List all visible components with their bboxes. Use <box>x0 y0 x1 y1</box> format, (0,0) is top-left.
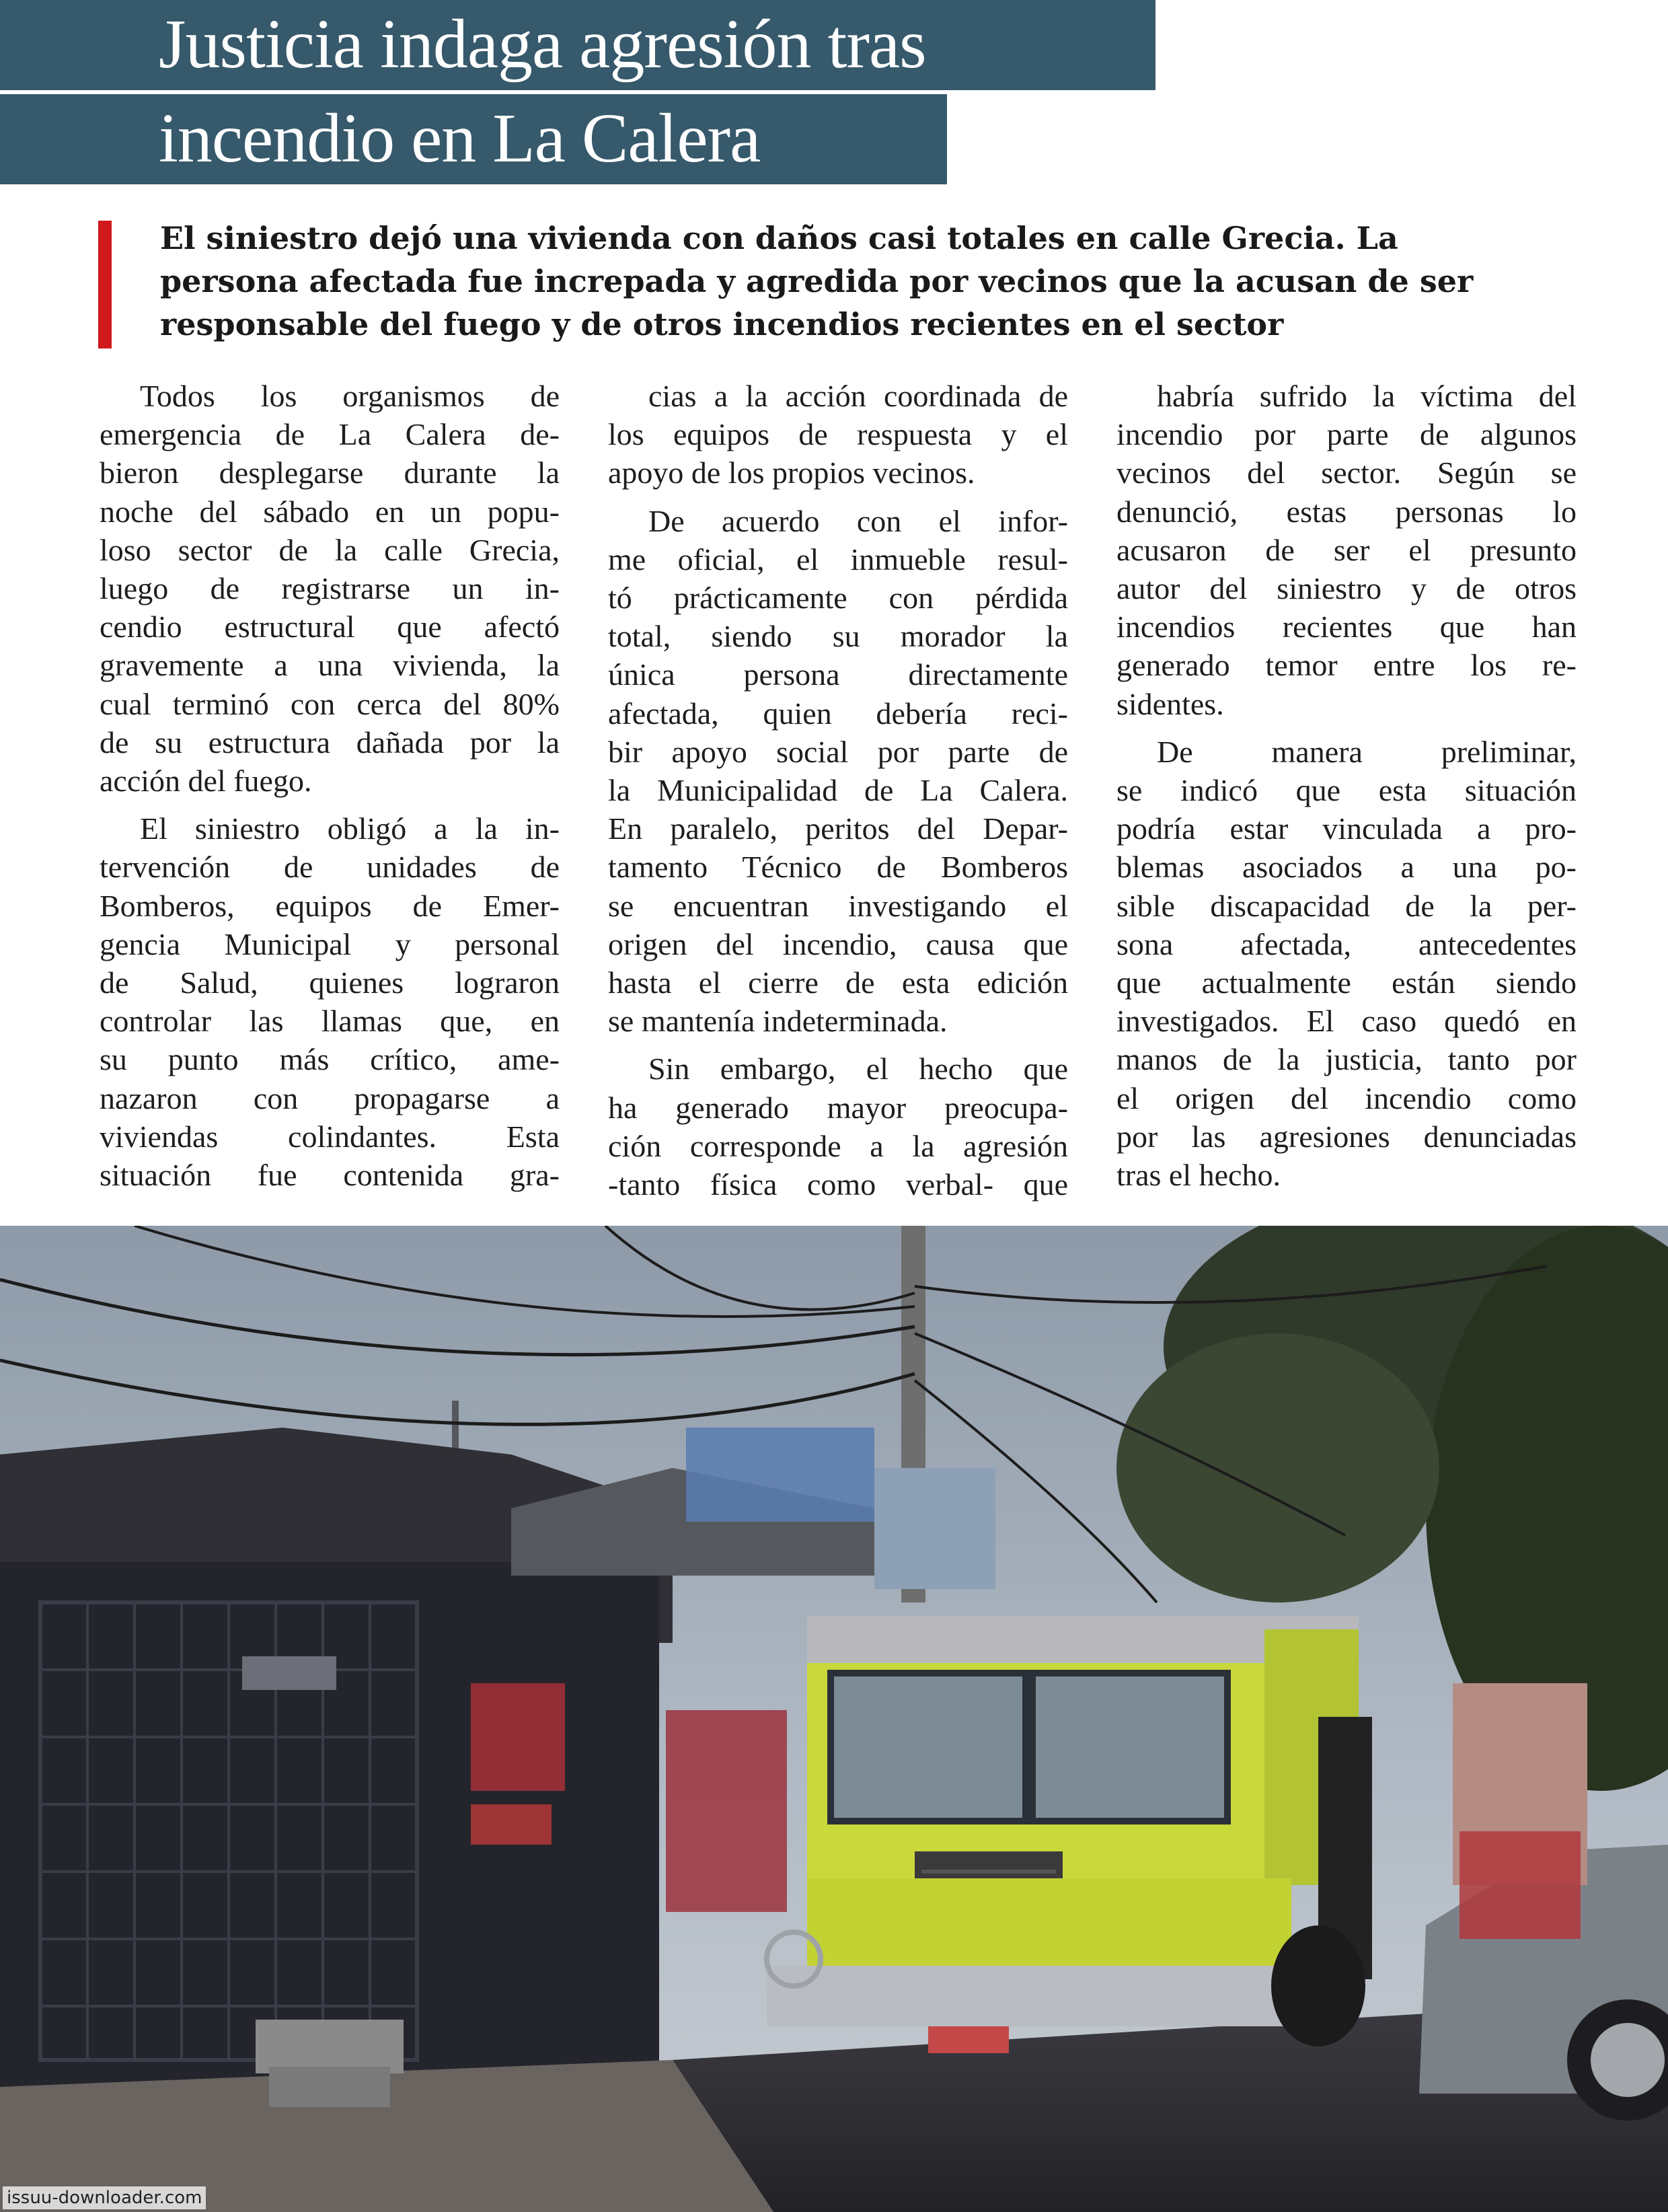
body-text-line: Todos los organismos de <box>140 379 560 413</box>
article-photo-fire-truck <box>0 1226 1668 2212</box>
headline-line-1: Justicia indaga agresión tras <box>0 0 1155 90</box>
body-text-line: cias a la acción coordinada de <box>648 379 1068 413</box>
body-text-line: vecinos del sector. Según se <box>1116 455 1577 490</box>
paragraph-gap <box>1116 723 1577 733</box>
body-text-line: podría estar vinculada a pro- <box>1116 811 1577 846</box>
deck-line-3: responsable del fuego y de otros incendios recientes en el sector <box>160 306 1284 342</box>
body-text-line: se indicó que esta situación <box>1116 773 1577 808</box>
body-text-line: De acuerdo con el infor- <box>648 503 1068 538</box>
body-text-line: denunció, estas personas lo <box>1116 494 1577 529</box>
body-text-line: incendio por parte de algunos <box>1116 417 1577 452</box>
body-text-line: situación fue contenida gra- <box>100 1158 560 1193</box>
paragraph-gap <box>608 1040 1068 1049</box>
body-text-line: me oficial, el inmueble resul- <box>608 542 1068 577</box>
body-text-line: luego de registrarse un in- <box>100 571 560 606</box>
body-text-line: se mantenía indeterminada. <box>608 1004 948 1039</box>
body-text-line: acción del fuego. <box>100 764 312 799</box>
body-text-line: noche del sábado en un popu- <box>100 494 560 529</box>
body-text-line: afectada, quien debería reci- <box>608 696 1068 731</box>
body-column-1 <box>100 377 560 1194</box>
deck-subtitle <box>160 217 1559 346</box>
body-column-2 <box>608 377 1068 1204</box>
paragraph-gap <box>100 800 560 809</box>
body-text-line: ción corresponde a la agresión <box>608 1128 1068 1163</box>
body-text-line: hasta el cierre de esta edición <box>608 965 1068 1000</box>
body-column-3 <box>1116 377 1577 1194</box>
body-text-line: habría sufrido la víctima del <box>1157 379 1577 413</box>
body-text-line: loso sector de la calle Grecia, <box>100 532 560 567</box>
body-text-line: De manera preliminar, <box>1157 734 1577 769</box>
body-text-line: Bomberos, equipos de Emer- <box>100 888 560 923</box>
body-text-line: nazaron con propagarse a <box>100 1080 560 1115</box>
body-text-line: tras el hecho. <box>1116 1158 1281 1193</box>
body-text-line: manos de la justicia, tanto por <box>1116 1042 1577 1077</box>
body-text-line: cendio estructural que afectó <box>100 610 560 644</box>
body-text-line: de su estructura dañada por la <box>100 725 560 760</box>
body-text-line: por las agresiones denunciadas <box>1116 1119 1577 1154</box>
paragraph-gap <box>608 492 1068 502</box>
headline-line-2: incendio en La Calera <box>0 94 947 184</box>
body-text-line: viviendas colindantes. Esta <box>100 1119 560 1154</box>
body-text-line: sona afectada, antecedentes <box>1116 926 1577 961</box>
body-text-line: bieron desplegarse durante la <box>100 455 560 490</box>
body-text-line: gravemente a una vivienda, la <box>100 648 560 683</box>
body-text-line: tamento Técnico de Bomberos <box>608 850 1068 885</box>
deck-line-2: persona afectada fue increpada y agredida por vecinos que la acusan de ser <box>160 263 1474 299</box>
body-text-line: cual terminó con cerca del 80% <box>100 686 560 721</box>
body-text-line: acusaron de ser el presunto <box>1116 532 1577 567</box>
body-text-line: Sin embargo, el hecho que <box>648 1052 1068 1086</box>
body-text-line: controlar las llamas que, en <box>100 1004 560 1039</box>
body-text-line: sible discapacidad de la per- <box>1116 888 1577 923</box>
body-text-line: bir apoyo social por parte de <box>608 734 1068 769</box>
body-text-line: generado temor entre los re- <box>1116 648 1577 683</box>
body-text-line: su punto más crítico, ame- <box>100 1042 560 1077</box>
body-text-line: gencia Municipal y personal <box>100 926 560 961</box>
body-text-line: sidentes. <box>1116 686 1224 721</box>
deck-accent-bar <box>98 221 112 348</box>
body-text-line: que actualmente están siendo <box>1116 965 1577 1000</box>
body-text-line: de Salud, quienes lograron <box>100 965 560 1000</box>
body-text-line: investigados. El caso quedó en <box>1116 1004 1577 1039</box>
body-text-line: la Municipalidad de La Calera. <box>608 773 1068 808</box>
body-text-line: -tanto física como verbal- que <box>608 1167 1068 1202</box>
body-text-line: apoyo de los propios vecinos. <box>608 455 975 490</box>
body-text-line: origen del incendio, causa que <box>608 926 1068 961</box>
body-text-line: incendios recientes que han <box>1116 610 1577 644</box>
body-text-line: El siniestro obligó a la in- <box>140 811 560 846</box>
body-text-line: En paralelo, peritos del Depar- <box>608 811 1068 846</box>
body-text-line: tó prácticamente con pérdida <box>608 581 1068 616</box>
deck-line-1: El siniestro dejó una vivienda con daños casi totales en calle Grecia. La <box>160 220 1398 256</box>
body-text-line: emergencia de La Calera de- <box>100 417 560 452</box>
body-text-line: autor del siniestro y de otros <box>1116 571 1577 606</box>
body-text-line: se encuentran investigando el <box>608 888 1068 923</box>
watermark-text: issuu-downloader.com <box>3 2186 206 2209</box>
body-text-line: ha generado mayor preocupa- <box>608 1090 1068 1125</box>
body-text-line: total, siendo su morador la <box>608 619 1068 654</box>
body-text-line: el origen del incendio como <box>1116 1080 1577 1115</box>
body-text-line: los equipos de respuesta y el <box>608 417 1068 452</box>
body-text-line: única persona directamente <box>608 657 1068 692</box>
body-text-line: tervención de unidades de <box>100 850 560 885</box>
body-text-line: blemas asociados a una po- <box>1116 850 1577 885</box>
headline <box>0 0 1668 186</box>
